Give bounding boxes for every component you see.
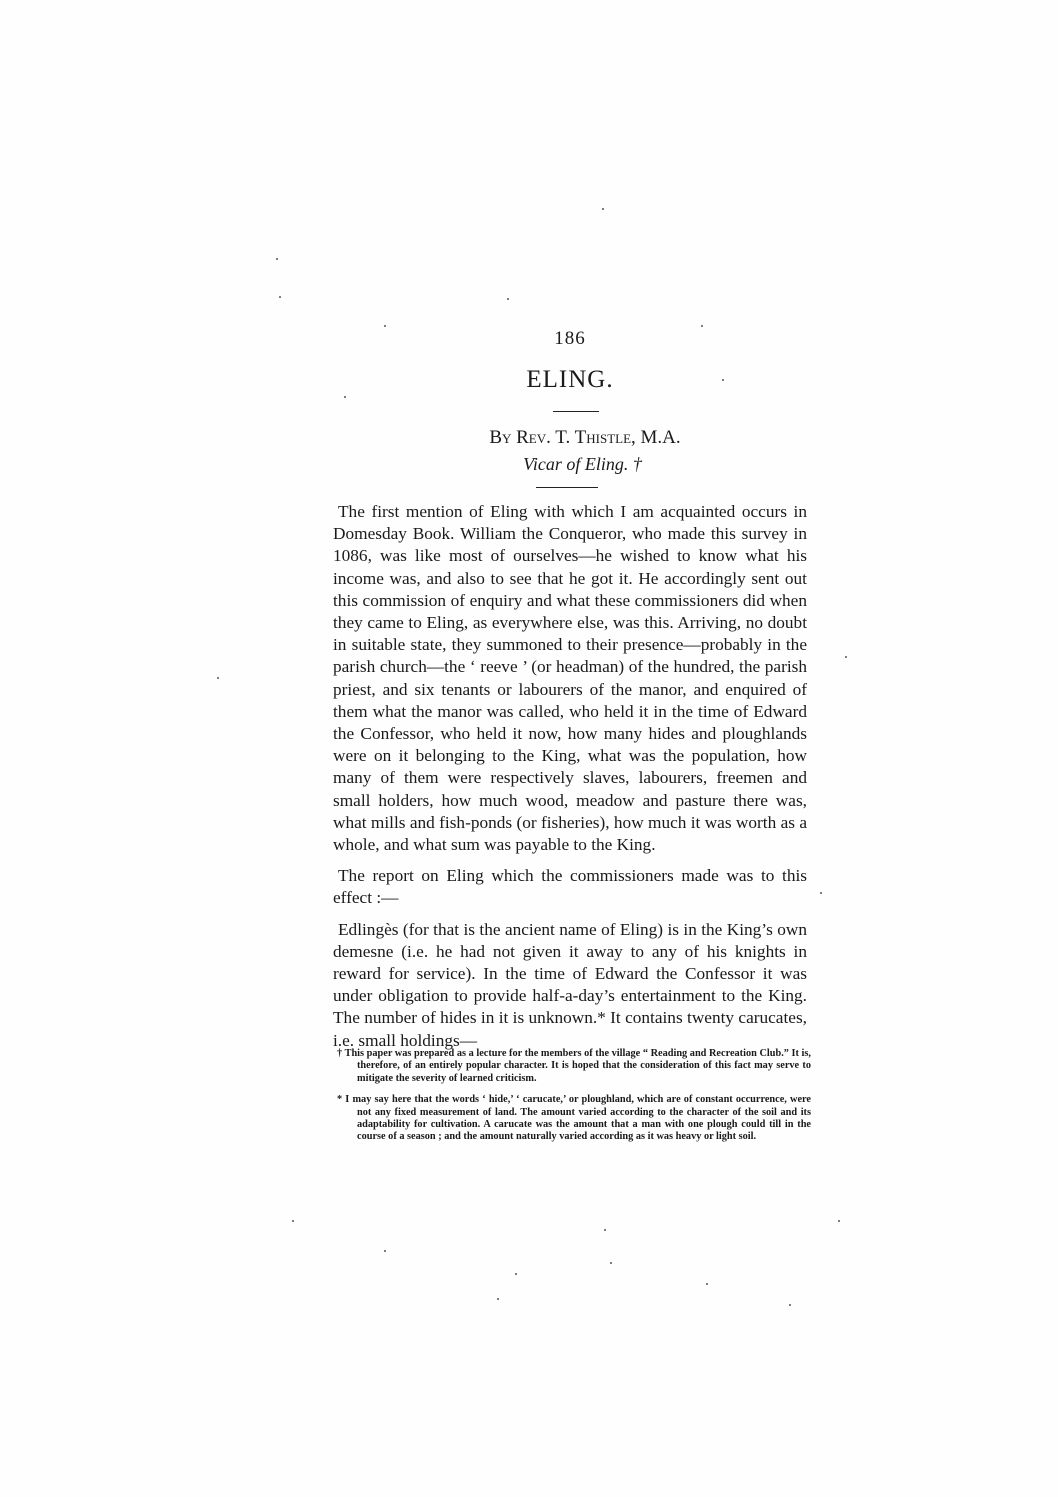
body-paragraph-2: The report on Eling which the commissioners made was to this effect :— <box>333 866 807 908</box>
footnote-dagger: † This paper was prepared as a lecture for the members of the village “ Reading and Recreation Club.” It is, therefore, of an entirely popular character. It is hoped that the consideration of this fact may serve to mitigate the severity of learned criticism. <box>337 1048 811 1084</box>
body-paragraph-1: The first mention of Eling with which I am acquainted occurs in Domesday Book. William the Conqueror, who made this survey in 1086, was like most of ourselves—he wished to know what his income was, and also to see that he got it. He accordingly sent out this commission of enquiry and what these commissioners did when they came to Eling, as everywhere else, was this. Arriving, no doubt in suitable state, they summoned to their presence—probably in the parish church—the ‘ reeve ’ (or headman) of the hundred, the parish priest, and six tenants or labourers of the manor, and enquired of them what the manor was called, who held it in the time of Edward the Confessor, who held it now, how many hides and ploughlands were on it belonging to the King, what was the population, how many of them were respectively slaves, labourers, freemen and small holders, how much wood, meadow and pasture there was, what mills and fish-ponds (or fisheries), how much it was worth as a whole, and what sum was payable to the King. <box>333 502 807 855</box>
scan-speck <box>838 1220 840 1222</box>
scan-speck <box>722 379 724 381</box>
article-body <box>333 501 807 1061</box>
scan-speck <box>604 1229 606 1231</box>
author-position: Vicar of Eling. † <box>523 454 642 474</box>
scan-speck <box>610 1262 612 1264</box>
scan-speck <box>515 1273 517 1275</box>
scan-speck <box>292 1220 294 1222</box>
scan-speck <box>276 258 278 260</box>
article-title: ELING. <box>526 366 614 393</box>
scan-speck <box>820 892 822 894</box>
scan-speck <box>701 325 703 327</box>
footnotes <box>337 1048 811 1153</box>
scan-speck <box>384 325 386 327</box>
footnote-asterisk: * I may say here that the words ‘ hide,’ ‘ carucate,’ or ploughland, which are of constant occurrence, were not any fixed measurement of land. The amount varied according to the character of the soil and its adaptability for cultivation. A carucate was the amount that a man with one plough could till in the course of a season ; and the amount naturally varied according as it was heavy or light soil. <box>337 1094 811 1143</box>
body-paragraph-3: Edlingès (for that is the ancient name of Eling) is in the King’s own demesne (i.e. he had not given it away to any of his knights in reward for service). In the time of Edward the Confessor it was under obligation to provide half-a-day’s entertainment to the King. The number of hides in it is unknown.* It contains twenty carucates, i.e. small holdings— <box>333 919 807 1050</box>
scan-speck <box>279 296 281 298</box>
byline-divider <box>536 487 598 488</box>
scan-speck <box>789 1304 791 1306</box>
scan-speck <box>384 1250 386 1252</box>
scan-speck <box>706 1283 708 1285</box>
scan-speck <box>602 208 604 210</box>
title-divider <box>553 411 599 412</box>
author-byline: By Rev. T. Thistle, M.A. <box>489 427 681 448</box>
page-number: 186 <box>554 328 586 349</box>
scan-speck <box>507 298 509 300</box>
scan-speck <box>497 1298 499 1300</box>
scan-speck <box>344 396 346 398</box>
scan-speck <box>845 656 847 658</box>
scan-speck <box>217 677 219 679</box>
